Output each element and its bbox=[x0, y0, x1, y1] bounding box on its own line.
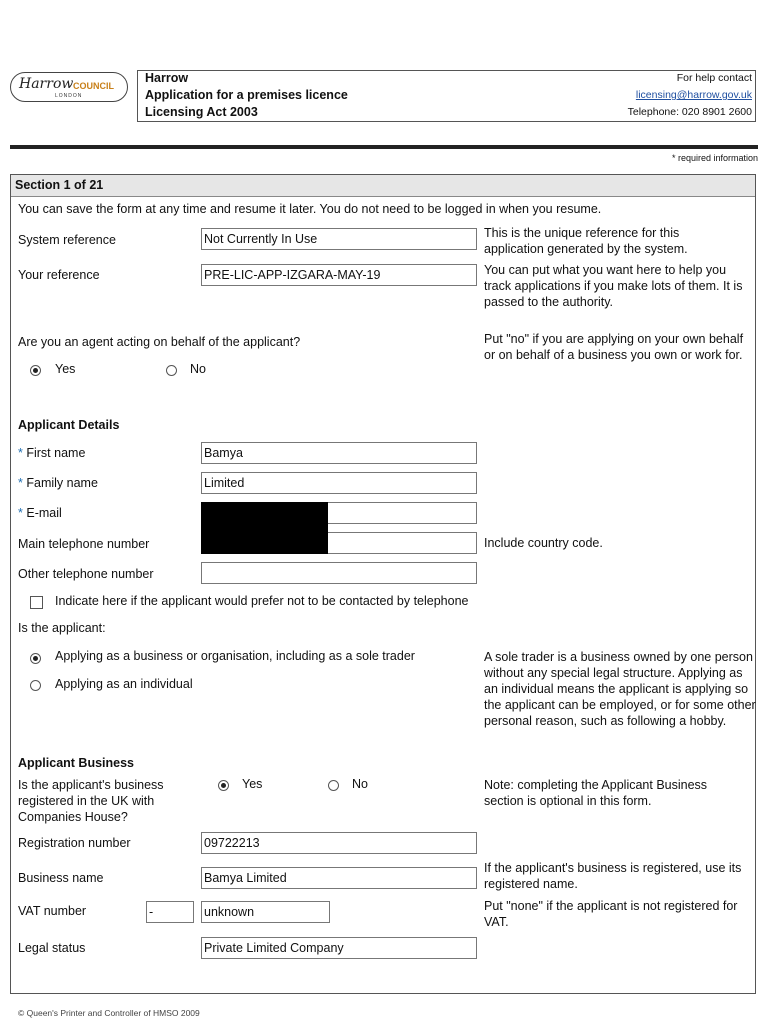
system-reference-label: System reference bbox=[18, 233, 116, 247]
business-name-field[interactable]: Bamya Limited bbox=[201, 867, 477, 889]
agent-note: Put "no" if you are applying on your own behalf or on behalf of a business you own or work for. bbox=[484, 332, 744, 362]
applicant-individual-label: Applying as an individual bbox=[55, 677, 193, 691]
council-logo bbox=[10, 72, 128, 102]
agent-yes-radio[interactable] bbox=[30, 365, 41, 376]
vat-number-field[interactable]: unknown bbox=[201, 901, 330, 923]
main-phone-label: Main telephone number bbox=[18, 537, 150, 551]
logo-script-text: Harrow bbox=[19, 76, 74, 92]
section-intro: You can save the form at any time and resume it later. You do not need to be logged in when you resume. bbox=[18, 202, 602, 216]
section-title: Section 1 of 21 bbox=[11, 175, 755, 197]
first-name-label bbox=[18, 446, 85, 460]
system-reference-note: This is the unique reference for this application generated by the system. bbox=[484, 226, 688, 256]
applicant-details-heading: Applicant Details bbox=[18, 418, 120, 432]
your-reference-note: You can put what you want here to help you track applications if you make lots of them. It is passed to the authority. bbox=[484, 263, 743, 309]
family-name-field[interactable]: Limited bbox=[201, 472, 477, 494]
your-reference-field[interactable]: PRE-LIC-APP-IZGARA-MAY-19 bbox=[201, 264, 477, 286]
family-name-label bbox=[18, 476, 98, 490]
agent-question: Are you an agent acting on behalf of the applicant? bbox=[18, 335, 301, 349]
applicant-business-radio[interactable] bbox=[30, 653, 41, 664]
agent-yes-label: Yes bbox=[55, 362, 76, 376]
family-name-label-text: Family name bbox=[26, 476, 98, 490]
no-contact-checkbox[interactable] bbox=[30, 596, 43, 609]
legal-status-label: Legal status bbox=[18, 941, 86, 955]
licensing-act: Licensing Act 2003 bbox=[145, 105, 258, 119]
logo-london-text: LONDON bbox=[55, 93, 83, 99]
registration-number-label: Registration number bbox=[18, 836, 131, 850]
form-title: Application for a premises licence bbox=[145, 88, 348, 102]
family-name-required-mark: * bbox=[18, 476, 23, 490]
registered-yes-label: Yes bbox=[242, 777, 263, 791]
council-name: Harrow bbox=[145, 71, 189, 85]
first-name-label-text: First name bbox=[26, 446, 86, 460]
other-phone-field[interactable] bbox=[201, 562, 477, 584]
applicant-business-heading: Applicant Business bbox=[18, 756, 134, 770]
registered-no-label: No bbox=[352, 777, 368, 791]
email-required-mark: * bbox=[18, 506, 23, 520]
vat-prefix-field[interactable]: - bbox=[146, 901, 194, 923]
no-contact-label: Indicate here if the applicant would prefer not to be contacted by telephone bbox=[55, 594, 469, 608]
vat-note: Put "none" if the applicant is not registered for VAT. bbox=[484, 899, 738, 929]
is-applicant-label: Is the applicant: bbox=[18, 621, 106, 635]
other-phone-label: Other telephone number bbox=[18, 567, 154, 581]
agent-no-radio[interactable] bbox=[166, 365, 177, 376]
business-name-label: Business name bbox=[18, 871, 104, 885]
registered-yes-radio[interactable] bbox=[218, 780, 229, 791]
system-reference-field[interactable]: Not Currently In Use bbox=[201, 228, 477, 250]
header-rule bbox=[10, 145, 758, 149]
redaction-block bbox=[201, 502, 328, 554]
first-name-field[interactable]: Bamya bbox=[201, 442, 477, 464]
help-label: For help contact bbox=[676, 72, 752, 84]
registered-question: Is the applicant's business registered in the UK with Companies House? bbox=[18, 778, 164, 824]
first-name-required-mark: * bbox=[18, 446, 23, 460]
legal-status-field[interactable]: Private Limited Company bbox=[201, 937, 477, 959]
registered-no-radio[interactable] bbox=[328, 780, 339, 791]
required-note: * required information bbox=[671, 153, 758, 163]
help-phone: Telephone: 020 8901 2600 bbox=[627, 106, 752, 118]
email-label-text: E-mail bbox=[26, 506, 62, 520]
logo-council-text: COUNCIL bbox=[73, 81, 114, 91]
help-email-link[interactable]: licensing@harrow.gov.uk bbox=[635, 89, 752, 101]
registered-note: Note: completing the Applicant Business section is optional in this form. bbox=[484, 778, 708, 808]
vat-number-label: VAT number bbox=[18, 904, 87, 918]
business-name-note: If the applicant's business is registered, use its registered name. bbox=[484, 861, 742, 891]
copyright-footer: © Queen's Printer and Controller of HMSO 2009 bbox=[18, 1008, 200, 1018]
agent-no-label: No bbox=[190, 362, 206, 376]
registration-number-field[interactable]: 09722213 bbox=[201, 832, 477, 854]
main-phone-note: Include country code. bbox=[484, 536, 603, 550]
applicant-business-label: Applying as a business or organisation, including as a sole trader bbox=[55, 649, 415, 663]
applicant-individual-radio[interactable] bbox=[30, 680, 41, 691]
your-reference-label: Your reference bbox=[18, 268, 100, 282]
applicant-type-note: A sole trader is a business owned by one person without any special legal structure. Applying as an individual means the applicant is applying so the applicant can be employed, or for some other personal reason, such as following a hobby. bbox=[484, 650, 756, 728]
email-label bbox=[18, 506, 62, 520]
